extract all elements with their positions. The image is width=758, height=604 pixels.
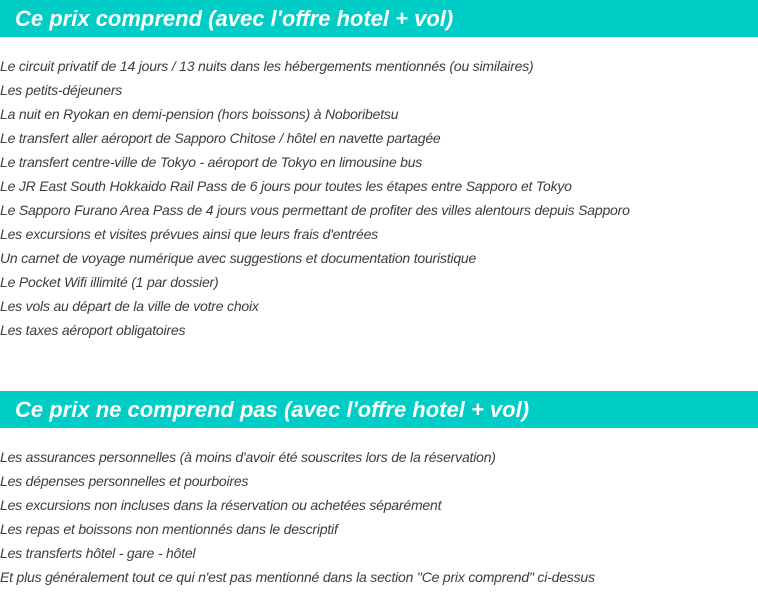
included-item: Le Sapporo Furano Area Pass de 4 jours vous permettant de profiter des villes alentours depuis Sapporo [0,202,630,218]
excluded-item: Les repas et boissons non mentionnés dans le descriptif [0,521,338,537]
excluded-item: Les transferts hôtel - gare - hôtel [0,545,196,561]
excluded-item: Et plus généralement tout ce qui n'est pas mentionné dans la section "Ce prix comprend" ci-dessus [0,569,595,585]
included-section-title: Ce prix comprend (avec l'offre hotel + vol) [0,0,758,37]
included-item: Un carnet de voyage numérique avec suggestions et documentation touristique [0,250,477,266]
included-item: Le circuit privatif de 14 jours / 13 nuits dans les hébergements mentionnés (ou similaires) [0,58,534,74]
excluded-item: Les dépenses personnelles et pourboires [0,473,249,489]
included-items-list [0,54,630,342]
included-item: Les vols au départ de la ville de votre choix [0,298,259,314]
included-item: Les petits-déjeuners [0,82,123,98]
excluded-item: Les assurances personnelles (à moins d'avoir été souscrites lors de la réservation) [0,449,496,465]
included-item: Le Pocket Wifi illimité (1 par dossier) [0,274,219,290]
included-item: Le JR East South Hokkaido Rail Pass de 6 jours pour toutes les étapes entre Sapporo et Tokyo [0,178,572,194]
included-item: Les excursions et visites prévues ainsi que leurs frais d'entrées [0,226,378,242]
excluded-section-title: Ce prix ne comprend pas (avec l'offre hotel + vol) [0,391,758,428]
included-item: Le transfert centre-ville de Tokyo - aéroport de Tokyo en limousine bus [0,154,423,170]
included-item: La nuit en Ryokan en demi-pension (hors boissons) à Noboribetsu [0,106,399,122]
excluded-item: Les excursions non incluses dans la réservation ou achetées séparément [0,497,442,513]
excluded-items-list [0,445,595,589]
included-item: Les taxes aéroport obligatoires [0,322,186,338]
included-item: Le transfert aller aéroport de Sapporo Chitose / hôtel en navette partagée [0,130,441,146]
